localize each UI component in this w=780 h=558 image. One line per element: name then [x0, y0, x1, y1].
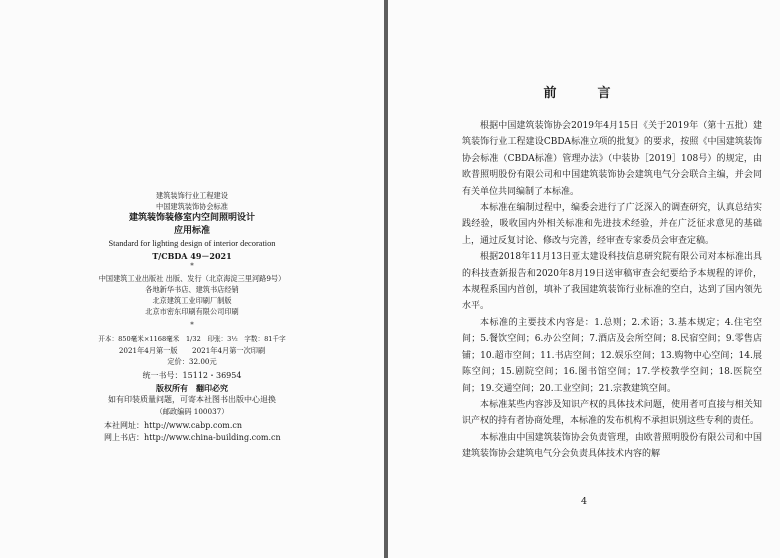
series-line: 建筑装饰行业工程建设 [156, 191, 228, 200]
quality-note: 如有印装质量问题，可寄本社图书出版中心退换 [108, 395, 276, 404]
postcode-line: （邮政编码 100037） [155, 407, 229, 416]
preface-body [462, 118, 762, 463]
preface-paragraph: 本标准的主要技术内容是：1.总则；2.术语；3.基本规定；4.住宅空间；5.餐饮空间；6.办公空间；7.酒店及会所空间；8.民宿空间；9.零售店铺；10.超市空间；11.书店空间；12.娱乐空间；13.购物中心空间；14.展陈空间；15.剧院空间；16.图书馆空间；17.学校教学空间；18.医院空间；19.交通空间；20.工业空间；21.宗教建筑空间。 [462, 317, 762, 394]
divider-star: * [190, 262, 194, 270]
preface-paragraph: 本标准某些内容涉及知识产权的具体技术问题，使用者可直接与相关知识产权的持有者协商处理，本标准的发布机构不承担识别这些专利的责任。 [462, 399, 762, 427]
printer-line: 北京市密东印刷有限公司印刷 [145, 307, 239, 316]
preface-heading: 前 言 [543, 86, 625, 101]
preface-paragraph: 本标准在编制过程中，编委会进行了广泛深入的调查研究，认真总结实践经验，吸收国内外相关标准和先进技术经验，并在广泛征求意见的基础上，通过反复讨论、修改与完善，经审查专家委员会审查定稿。 [462, 203, 762, 246]
title-cn-line2: 应用标准 [173, 226, 210, 236]
preface-paragraph: 本标准由中国建筑装饰协会负责管理，由欧普照明股份有限公司和中国建筑装饰协会建筑电气分会负责具体技术内容的解 [462, 432, 762, 460]
typesetter-line: 北京建筑工业印刷厂制版 [152, 296, 232, 305]
copyright-line: 版权所有 翻印必究 [156, 383, 228, 393]
publisher-line: 中国建筑工业出版社 出版、发行（北京海淀三里河路9号） [98, 274, 286, 283]
price-line: 定价：32.00元 [167, 357, 217, 366]
website-line: 本社网址：http://www.cabp.com.cn [104, 421, 243, 430]
divider-star-2: * [190, 321, 194, 329]
edition-line: 2021年4月第一版 2021年4月第一次印刷 [118, 346, 266, 355]
preface-paragraph: 根据2018年11月13日亚太建设科技信息研究院有限公司对本标准出具的科技查新报告和2020年8月19日送审稿审查会纪要给予本规程的评价，本规程系国内首创，填补了我国建筑装饰行业标准的空白，达到了国内领先水平。 [462, 252, 762, 312]
specs-line: 开本：850毫米×1168毫米 1/32 印张：3½ 字数：81千字 [98, 335, 286, 343]
imprint-block [60, 190, 324, 444]
distributors-line: 各地新华书店、建筑书店经销 [145, 285, 239, 294]
copyright-page [0, 0, 384, 558]
isbn-line: 统一书号：15112・36954 [142, 371, 242, 380]
title-cn: 建筑装饰装修室内空间照明设计 [128, 213, 255, 223]
org-standard-line: 中国建筑装饰协会标准 [156, 202, 228, 211]
title-en: Standard for lighting design of interior decoration [108, 239, 276, 248]
standard-code: T/CBDA 49－2021 [152, 251, 232, 261]
preface-paragraph: 根据中国建筑装饰协会2019年4月15日《关于2019年（第十五批）建筑装饰行业工程建设CBDA标准立项的批复》的要求，按照《中国建筑装饰协会标准（CBDA标准）管理办法》（中装协［2019］108号）的规定，由欧普照明股份有限公司和中国建筑装饰协会建筑电气分会联合主编，并会同有关单位共同编制了本标准。 [462, 121, 762, 197]
bookstore-line: 网上书店：http://www.china-building.com.cn [104, 433, 281, 442]
page-number: 4 [580, 496, 588, 507]
preface-page [388, 0, 780, 558]
